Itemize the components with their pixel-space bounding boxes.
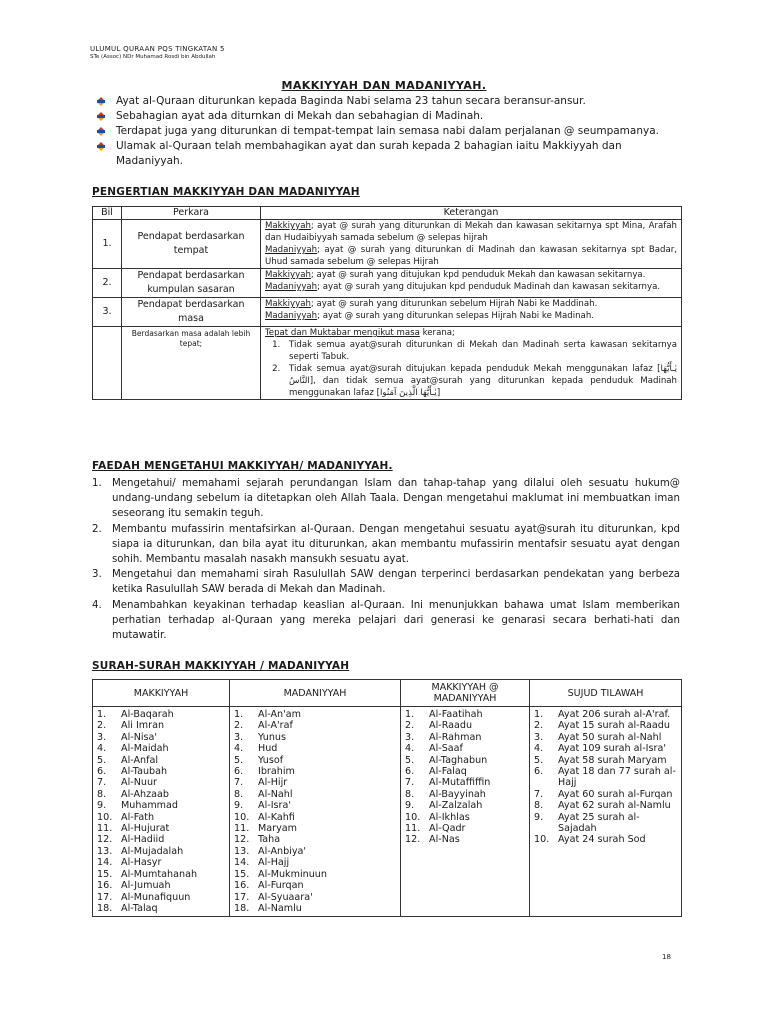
intro-bullet-text: Terdapat juga yang diturunkan di tempat-tempat lain semasa nabi dalam perjalanan @ seumpamanya. [116, 125, 659, 137]
faedah-text: Membantu mufassirin mentafsirkan al-Quraan. Dengan mengetahui sesuatu ayat@surah itu diturunkan, kpd siapa ia diturunkan, dan bila ayat itu diturunkan, akan membantu mufassirin mentafsir sesuatu ayat dengan sohih. Membantu masalah nasakh mansukh sesuatu ayat. [112, 523, 680, 566]
surah-name: Al-Hujurat [121, 823, 170, 835]
list-item: 10. Al-Ikhlas [405, 811, 470, 823]
row-keterangan [261, 298, 682, 327]
list-item: 2. Al-A'raf [234, 720, 293, 732]
list-item: 9. Muhammad [97, 800, 178, 812]
surah-name: Taha [258, 834, 281, 846]
list-item: 1. Ayat 206 surah al-A'raf. [534, 709, 677, 720]
bullet-pin-icon [96, 112, 106, 121]
surah-name: Ayat 60 surah al-Furqan [558, 788, 673, 800]
list-item: 18. Al-Namlu [234, 902, 302, 914]
list-item: 7. Ayat 60 surah al-Furqan [534, 789, 677, 800]
faedah-list [92, 476, 680, 643]
row-keterangan [261, 220, 682, 269]
list-item: 13. Al-Mujadalah [97, 845, 184, 857]
table-row [93, 298, 682, 327]
list-item: 1. Tidak semua ayat@surah diturunkan di Mekah dan Madinah serta kawasan sekitarnya seperti Tabuk. [283, 339, 677, 363]
list-item: 18. Al-Talaq [97, 902, 158, 914]
makkiyyah-label: Makkiyyah [265, 221, 311, 231]
list-item: 6. Al-Falaq [405, 766, 467, 778]
faedah-heading: FAEDAH MENGETAHUI MAKKIYYAH/ MADANIYYAH. [92, 460, 393, 472]
intro-bullet-text: Ayat al-Quraan diturunkan kepada Baginda Nabi selama 23 tahun secara beransur-ansur. [116, 95, 586, 107]
list-item: 8. Al-Ahzaab [97, 788, 170, 800]
surah-name: Ali Imran [121, 720, 165, 732]
list-item: 9. Al-Zalzalah [405, 800, 483, 812]
surah-heading: SURAH-SURAH MAKKIYYAH / MADANIYYAH [92, 660, 350, 672]
list-item: 3. Al-Rahman [405, 731, 482, 743]
surah-name: Ayat 62 surah al-Namlu [558, 800, 671, 812]
list-item: 5. Ayat 58 surah Maryam [534, 755, 677, 766]
faedah-text: Menambahkan keyakinan terhadap keaslian al-Quraan. Ini menunjukkan bahawa umat Islam memberikan perhatian terhadap al-Quraan yang mereka pelajari dari generasi ke genarasi secara berhati-hati dan mutawatir. [112, 599, 680, 642]
surah-name: Al-Mumtahanah [121, 868, 198, 880]
note-list [265, 339, 677, 399]
table-header-row [93, 680, 682, 707]
row-perkara: Pendapat berdasarkan masa [122, 298, 261, 327]
page-number: 18 [662, 953, 671, 961]
list-item: 4. Ayat 109 surah al-Isra' [534, 743, 677, 754]
surah-name: Al-Nahl [258, 788, 293, 800]
surah-name: Al-Mutaffiffin [429, 777, 491, 789]
list-item: 8. Ayat 62 surah al-Namlu [534, 800, 677, 811]
list-item: 3. Yunus [234, 731, 286, 743]
row-perkara: Pendapat berdasarkan kumpulan sasaran [122, 269, 261, 298]
list-item: 10. Al-Fath [97, 811, 155, 823]
makkiyyah-label: Makkiyyah [265, 299, 311, 309]
list-item: 2. Membantu mufassirin mentafsirkan al-Quraan. Dengan mengetahui sesuatu ayat@surah itu diturunkan, kpd siapa ia diturunkan, dan bila ayat itu diturunkan, akan membantu mufassirin mentafsir sesuatu ayat dengan sohih. Membantu masalah nasakh mansukh sesuatu ayat. [92, 523, 680, 566]
surah-name: Al-Hijr [258, 777, 288, 789]
list-item: 14. Al-Hajj [234, 857, 290, 869]
list-item: 3. Al-Nisa' [97, 731, 158, 743]
surah-name: Al-Bayyinah [429, 788, 486, 800]
surah-name: Al-Zalzalah [429, 800, 483, 812]
surah-name: Al-Fath [121, 811, 155, 823]
table-header-row [93, 207, 682, 220]
list-item: 8. Al-Bayyinah [405, 788, 486, 800]
intro-bullet [92, 109, 682, 124]
col-makkiyyah-madaniyyah: MAKKIYYAH @ MADANIYYAH [401, 680, 530, 707]
list-item: 10. Ayat 24 surah Sod [534, 834, 677, 845]
intro-bullet-list [92, 94, 682, 169]
intro-bullet [92, 139, 682, 169]
col-madaniyyah: MADANIYYAH [230, 680, 401, 707]
col-sujud-tilawah: SUJUD TILAWAH [530, 680, 682, 707]
row-bil: 1. [93, 220, 122, 269]
madaniyyah-text: ; ayat @ surah yang ditujukan kpd penduduk Madinah dan kawasan sekitarnya. [317, 282, 661, 292]
list-item: 8. Al-Nahl [234, 788, 293, 800]
list-item: 7. Al-Nuur [97, 777, 157, 789]
note-left: Berdasarkan masa adalah lebih tepat; [122, 327, 261, 400]
list-item: 2. Ayat 15 surah al-Raadu [534, 720, 677, 731]
bullet-pin-icon [96, 127, 106, 136]
surah-name: Al-Anfal [121, 754, 159, 766]
author-header: STe (Assoc) NDr Muhamad Rosdi bin Abdullah [90, 54, 216, 60]
list-item: 7. Al-Hijr [234, 777, 288, 789]
list-item: 1. Al-Baqarah [97, 709, 174, 720]
list-item: 2. Al-Raadu [405, 720, 473, 732]
list-item: 17. Al-Munafiquun [97, 891, 191, 903]
pengertian-table [92, 206, 682, 400]
page-title: MAKKIYYAH DAN MADANIYYAH. [281, 79, 487, 92]
madaniyyah-label: Madaniyyah [265, 282, 318, 292]
list-item: 16. Al-Furqan [234, 880, 304, 892]
surah-name: Al-Nas [429, 834, 460, 846]
makkiyyah-label: Makkiyyah [265, 270, 311, 280]
surah-name: Al-Furqan [258, 880, 304, 892]
list-item: 1. Al-An'am [234, 709, 301, 720]
surah-name: Al-Anbiya' [258, 845, 307, 857]
madaniyyah-label: Madaniyyah [265, 311, 318, 321]
col-perkara: Perkara [122, 207, 261, 220]
note-bil-empty [93, 327, 122, 400]
surah-name: Al-Falaq [429, 766, 467, 778]
list-item: 3. Ayat 50 surah al-Nahl [534, 732, 677, 743]
intro-bullet [92, 124, 682, 139]
list-item: 11. Maryam [234, 823, 298, 835]
surah-name: Al-Mujadalah [121, 845, 184, 857]
sujud-list [534, 709, 677, 846]
row-keterangan [261, 269, 682, 298]
list-item: 4. Hud [234, 743, 278, 755]
surah-name: Muhammad [121, 800, 178, 812]
makkiyyah-list [97, 709, 225, 914]
surah-name: Al-Qadr [429, 823, 466, 835]
surah-name: Al-Ahzaab [121, 788, 170, 800]
faedah-text: Mengetahui/ memahami sejarah perundangan Islam dan tahap-tahap yang dilalui oleh sesuatu hukum@ undang-undang sebelum ia ditetapkan oleh Allah Taala. Dengan mengetahui maklumat ini membuatkan iman seseorang itu semakin teguh. [112, 478, 680, 520]
surah-name: Al-Hasyr [121, 857, 162, 869]
surah-table [92, 679, 682, 917]
table-row-note [93, 327, 682, 400]
surah-name: Al-Rahman [429, 731, 482, 743]
madaniyyah-list [234, 709, 396, 914]
list-item: 7. Al-Mutaffiffin [405, 777, 491, 789]
makkiyyah-text: ; ayat @ surah yang diturunkan sebelum Hijrah Nabi ke Maddinah. [310, 299, 598, 309]
surah-name: Ayat 58 surah Maryam [558, 754, 667, 766]
surah-name: Ayat 25 surah al-Sajadah [558, 811, 640, 835]
col-keterangan: Keterangan [261, 207, 682, 220]
madaniyyah-text: ; ayat @ surah yang diturunkan di Madinah dan kawasan sekitarnya spt Badar, Uhud samada sebelum @ selepas Hijrah [265, 245, 677, 267]
surah-name: Ayat 109 surah al-Isra' [558, 743, 666, 755]
list-item: 12. Taha [234, 834, 281, 846]
list-item: 11. Al-Qadr [405, 823, 466, 835]
surah-name: Al-Jumuah [121, 880, 171, 892]
faedah-text: Mengetahui dan memahami sirah Rasulullah SAW dengan terperinci berdasarkan pendekatan yang berbeza ketika Rasulullah SAW berada di Mekah dan Madinah. [112, 569, 680, 596]
madaniyyah-cell [230, 707, 401, 917]
list-item: 3. Mengetahui dan memahami sirah Rasulullah SAW dengan terperinci berdasarkan pendekatan yang berbeza ketika Rasulullah SAW berada di Mekah dan Madinah. [92, 569, 680, 596]
surah-name: Ibrahim [258, 766, 295, 778]
makkiyyah-text: ; ayat @ surah yang ditujukan kpd penduduk Mekah dan kawasan sekitarnya. [310, 270, 646, 280]
list-item: 14. Al-Hasyr [97, 857, 162, 869]
list-item: 13. Al-Anbiya' [234, 845, 307, 857]
surah-name: Ayat 18 dan 77 surah al-Hajj [558, 766, 676, 789]
list-item: 6. Ibrahim [234, 766, 295, 778]
both-cell [401, 707, 530, 917]
surah-name: Al-Namlu [258, 902, 302, 914]
list-item: 5. Al-Anfal [97, 754, 159, 766]
surah-name: Ayat 24 surah Sod [558, 834, 646, 846]
surah-name: Yunus [258, 731, 286, 743]
sujud-cell [530, 707, 682, 917]
surah-name: Al-Taubah [121, 766, 168, 778]
list-item: 9. Al-Isra' [234, 800, 291, 812]
row-perkara: Pendapat berdasarkan tempat [122, 220, 261, 269]
madaniyyah-label: Madaniyyah [265, 245, 318, 255]
surah-name: Maryam [258, 823, 298, 835]
surah-name: Al-Nuur [121, 777, 157, 789]
surah-name: Al-An'am [258, 709, 301, 720]
surah-name: Al-Syuaara' [258, 891, 313, 903]
surah-name: Al-Ikhlas [429, 811, 470, 823]
note-lead: Tepat dan Muktabar mengikut masa [265, 328, 420, 338]
note-keterangan [261, 327, 682, 400]
list-item: 4. Al-Maidah [97, 743, 169, 755]
list-item: 1. Al-Faatihah [405, 709, 483, 720]
surah-name: Ayat 206 surah al-A'raf. [558, 709, 671, 720]
intro-bullet [92, 94, 682, 109]
makkiyyah-cell [93, 707, 230, 917]
list-item: 10. Al-Kahfi [234, 811, 295, 823]
col-bil: Bil [93, 207, 122, 220]
row-bil: 2. [93, 269, 122, 298]
list-item: 1. Mengetahui/ memahami sejarah perundangan Islam dan tahap-tahap yang dilalui oleh sesuatu hukum@ undang-undang sebelum ia ditetapkan oleh Allah Taala. Dengan mengetahui maklumat ini membuatkan iman seseorang itu semakin teguh. [92, 478, 680, 520]
list-item: 9. Ayat 25 surah al-Sajadah [534, 812, 677, 835]
surah-name: Ayat 50 surah al-Nahl [558, 731, 662, 743]
surah-name: Al-Kahfi [258, 811, 295, 823]
surah-name: Yusof [258, 754, 284, 766]
surah-name: Al-Taghabun [429, 754, 488, 766]
bullet-pin-icon [96, 97, 106, 106]
list-item: 5. Al-Taghabun [405, 754, 488, 766]
list-item: 2. Tidak semua ayat@surah ditujukan kepada penduduk Mekah menggunakan lafaz [يٰـأَيُّهَا النَّاسُ], dan tidak semua ayat@surah yang diturunkan kepada penduduk Madinah menggunakan lafaz [يٰـأَيُّهَا الَّذِينَ آمَنُوا] [283, 363, 677, 399]
list-item: 15. Al-Mukminuun [234, 868, 327, 880]
list-item: 5. Yusof [234, 754, 284, 766]
list-item: 15. Al-Mumtahanah [97, 868, 198, 880]
col-makkiyyah: MAKKIYYAH [93, 680, 230, 707]
surah-name: Al-Munafiquun [121, 891, 191, 903]
list-item: 6. Ayat 18 dan 77 surah al-Hajj [534, 766, 676, 789]
surah-name: Al-Hajj [258, 857, 290, 869]
surah-name: Al-Isra' [258, 800, 291, 812]
bullet-pin-icon [96, 142, 106, 151]
table-row [93, 220, 682, 269]
row-bil: 3. [93, 298, 122, 327]
pengertian-heading: PENGERTIAN MAKKIYYAH DAN MADANIYYAH [92, 186, 360, 198]
surah-name: Al-A'raf [258, 720, 293, 732]
intro-bullet-text: Sebahagian ayat ada diturnkan di Mekah dan sebahagian di Madinah. [116, 110, 484, 122]
list-item: 2. Ali Imran [97, 720, 165, 732]
surah-name: Al-Baqarah [121, 709, 174, 720]
table-row [93, 707, 682, 917]
surah-name: Al-Saaf [429, 743, 463, 755]
course-header: ULUMUL QURAAN PQS TINGKATAN 5 [90, 45, 225, 53]
intro-bullet-text: Ulamak al-Quraan telah membahagikan ayat dan surah kepada 2 bahagian iaitu Makkiyyah dan Madaniyyah. [116, 140, 622, 167]
surah-name: Hud [258, 743, 278, 755]
surah-name: Al-Faatihah [429, 709, 483, 720]
madaniyyah-text: ; ayat @ surah yang diturunkan selepas Hijrah Nabi ke Madinah. [317, 311, 594, 321]
surah-name: Al-Talaq [121, 902, 158, 914]
table-row [93, 269, 682, 298]
surah-name: Al-Nisa' [121, 731, 158, 743]
surah-name: Al-Mukminuun [258, 868, 327, 880]
surah-name: Ayat 15 surah al-Raadu [558, 720, 670, 732]
note-lead-rest: kerana; [419, 328, 455, 338]
list-item: 12. Al-Hadiid [97, 834, 165, 846]
surah-name: Al-Maidah [121, 743, 169, 755]
list-item: 6. Al-Taubah [97, 766, 168, 778]
surah-name: Al-Raadu [429, 720, 473, 732]
list-item: 17. Al-Syuaara' [234, 891, 313, 903]
list-item: 11. Al-Hujurat [97, 823, 170, 835]
list-item: 4. Al-Saaf [405, 743, 463, 755]
surah-name: Al-Hadiid [121, 834, 165, 846]
list-item: 4. Menambahkan keyakinan terhadap keaslian al-Quraan. Ini menunjukkan bahawa umat Islam memberikan perhatian terhadap al-Quraan yang mereka pelajari dari generasi ke genarasi secara berhati-hati dan mutawatir. [92, 599, 680, 642]
makkiyyah-text: ; ayat @ surah yang diturunkan di Mekah dan kawasan sekitarnya spt Mina, Arafah dan Hudaibiyyah samada sebelum @ selepas hijrah [265, 221, 677, 243]
list-item: 12. Al-Nas [405, 834, 460, 846]
both-list [405, 709, 525, 846]
list-item: 16. Al-Jumuah [97, 880, 171, 892]
